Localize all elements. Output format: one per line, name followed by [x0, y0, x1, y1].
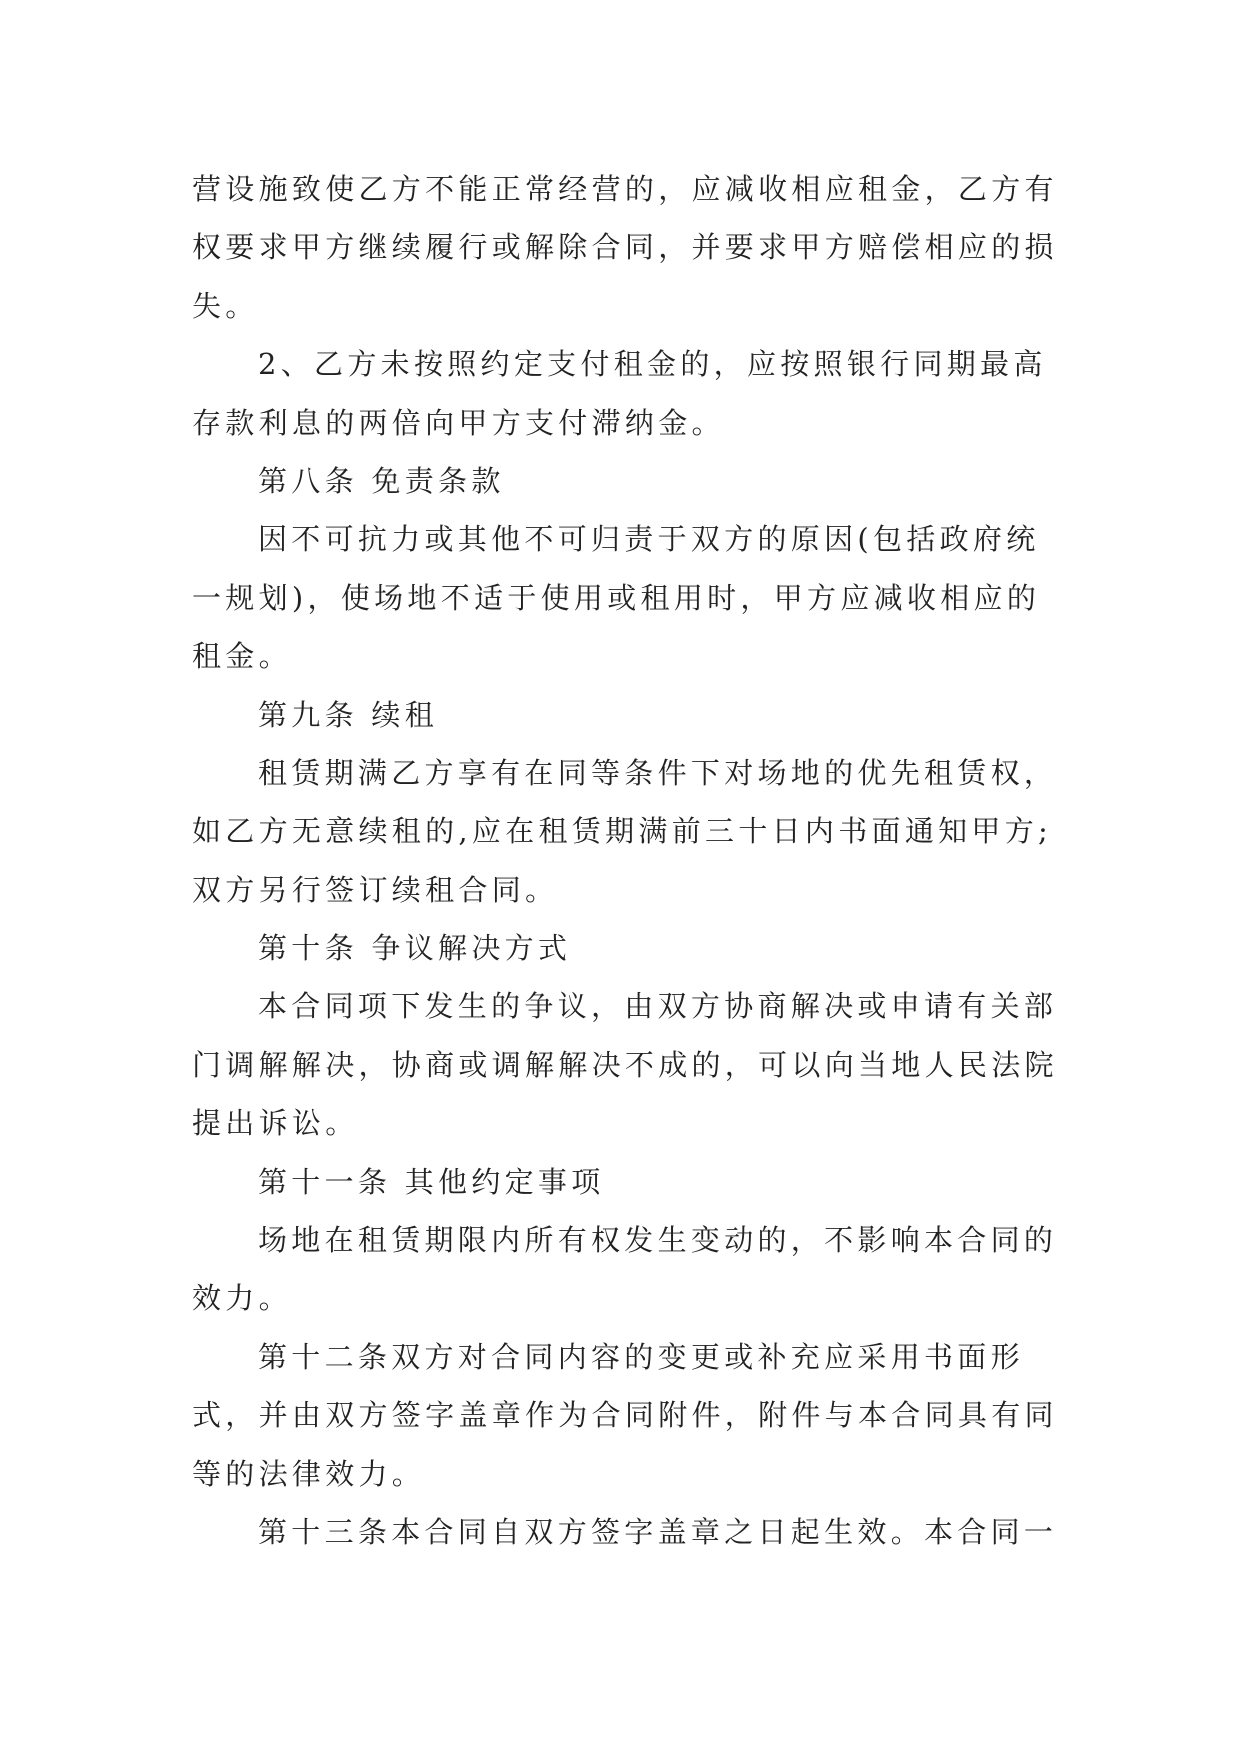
text-line: 提出诉讼。: [192, 1106, 359, 1141]
text-line: 一规划)，使场地不适于使用或租用时，甲方应减收相应的: [192, 580, 1041, 615]
text-line: 2、乙方未按照约定支付租金的，应按照银行同期最高: [258, 347, 1047, 382]
text-line: 第十三条本合同自双方签字盖章之日起生效。本合同一: [258, 1514, 1058, 1549]
article-heading: 第八条 免责条款: [258, 463, 505, 498]
text-line: 失。: [192, 288, 259, 323]
text-line: 门调解解决，协商或调解解决不成的，可以向当地人民法院: [192, 1047, 1058, 1082]
contract-body: [192, 160, 1062, 1561]
article-heading: 第十条 争议解决方式: [258, 931, 572, 966]
text-line: 场地在租赁期限内所有权发生变动的，不影响本合同的: [258, 1223, 1058, 1258]
text-line: 租赁期满乙方享有在同等条件下对场地的优先租赁权，: [258, 755, 1058, 790]
text-line: 第十二条双方对合同内容的变更或补充应采用书面形: [258, 1339, 1024, 1374]
text-line: 双方另行签订续租合同。: [192, 872, 559, 907]
text-line: 权要求甲方继续履行或解除合同，并要求甲方赔偿相应的损: [192, 230, 1058, 265]
text-line: 式，并由双方签字盖章作为合同附件，附件与本合同具有同: [192, 1398, 1058, 1433]
text-line: 存款利息的两倍向甲方支付滞纳金。: [192, 405, 725, 440]
text-line: 租金。: [192, 639, 292, 674]
text-line: 效力。: [192, 1281, 292, 1316]
text-line: 因不可抗力或其他不可归责于双方的原因(包括政府统: [258, 522, 1040, 557]
text-line: 本合同项下发生的争议，由双方协商解决或申请有关部: [258, 989, 1058, 1024]
article-heading: 第十一条 其他约定事项: [258, 1164, 605, 1199]
text-line: 如乙方无意续租的,应在租赁期满前三十日内书面通知甲方;: [192, 814, 1053, 849]
article-heading: 第九条 续租: [258, 697, 439, 732]
text-line: 等的法律效力。: [192, 1456, 426, 1491]
text-line: 营设施致使乙方不能正常经营的，应减收相应租金，乙方有: [192, 172, 1058, 206]
